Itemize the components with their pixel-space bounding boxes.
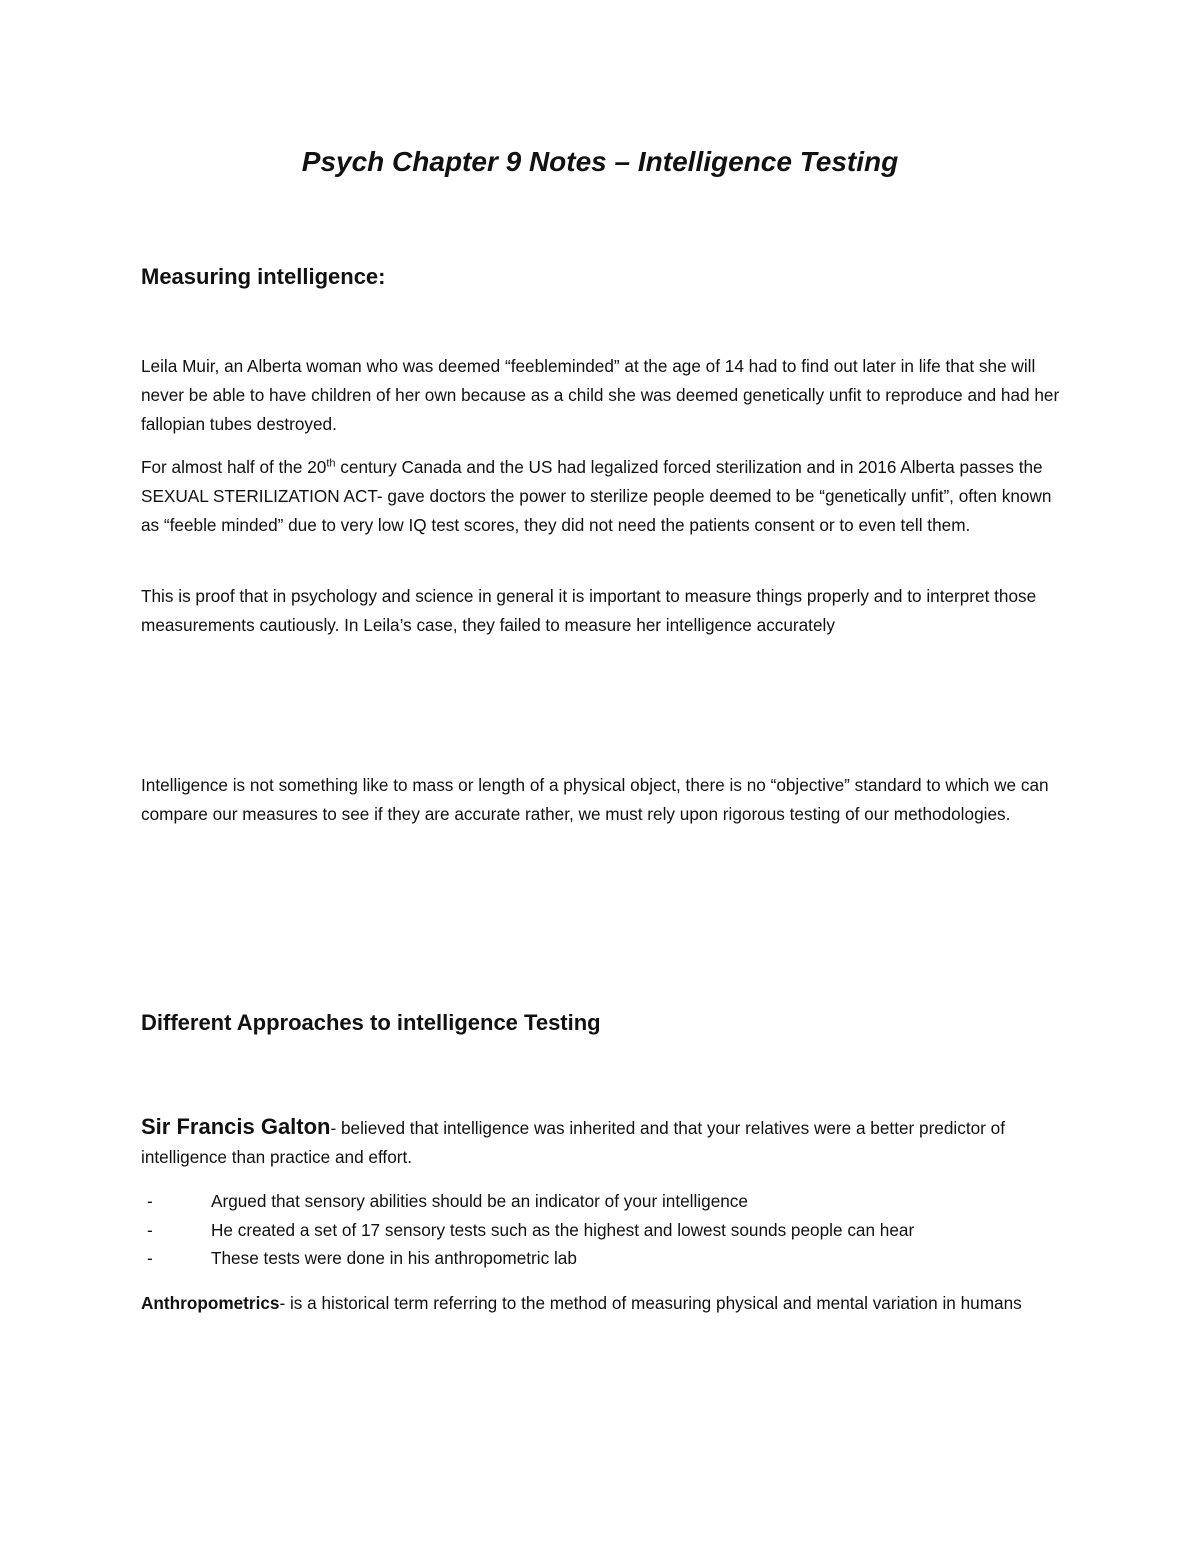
paragraph-objective-standard: Intelligence is not something like to mass or length of a physical object, there is no “objective” standard to which we can compare our measures to see if they are accurate rather, we must rely upon rigorous testing of our methodologies.: [141, 775, 1049, 824]
paragraph-anthropometrics: [141, 1289, 1061, 1318]
section-heading-measuring: Measuring intelligence:: [141, 264, 386, 289]
bullet-text: He created a set of 17 sensory tests such as the highest and lowest sounds people can hear: [211, 1219, 915, 1240]
paragraph-galton: [141, 1112, 1061, 1172]
anthropometrics-definition: - is a historical term referring to the method of measuring physical and mental variation in humans: [279, 1293, 1022, 1313]
paragraph-sterilization: [141, 453, 1061, 540]
paragraph-sterilization-part-b: century Canada and the US had legalized forced sterilization and in 2016 Alberta passes the SEXUAL STERILIZATION ACT- gave doctors the power to sterilize people deemed to be “genetically unfit”, often known as “feeble minded” due to very low IQ test scores, they did not need the patients consent or to even tell them.: [141, 457, 1052, 535]
paragraph-measure-properly: This is proof that in psychology and science in general it is important to measure things properly and to interpret those measurements cautiously. In Leila’s case, they failed to measure her intelligence accurately: [141, 586, 1037, 635]
bullet-dash: -: [147, 1191, 153, 1211]
galton-name: Sir Francis Galton: [141, 1114, 331, 1139]
list-item: [141, 1244, 1061, 1273]
galton-description: - believed that intelligence was inherited and that your relatives were a better predictor of intelligence than practice and effort.: [141, 1118, 1006, 1167]
anthropometrics-term: Anthropometrics: [141, 1293, 280, 1313]
bullet-dash: -: [147, 1219, 153, 1240]
document-title: Psych Chapter 9 Notes – Intelligence Testing: [301, 146, 899, 177]
list-item: [141, 1187, 1061, 1216]
list-item: [141, 1216, 1061, 1245]
paragraph-leila-muir: Leila Muir, an Alberta woman who was deemed “feebleminded” at the age of 14 had to find out later in life that she will never be able to have children of her own because as a child she was deemed genetically unfit to reproduce and had her fallopian tubes destroyed.: [141, 356, 1060, 434]
superscript-th: th: [326, 457, 336, 470]
bullet-dash: -: [147, 1248, 153, 1268]
galton-bullet-list: [141, 1187, 1061, 1273]
section-heading-approaches: Different Approaches to intelligence Testing: [141, 1010, 601, 1035]
paragraph-sterilization-part-a: For almost half of the 20: [141, 457, 327, 477]
bullet-text: Argued that sensory abilities should be an indicator of your intelligence: [211, 1191, 748, 1211]
bullet-text: These tests were done in his anthropometric lab: [211, 1248, 577, 1268]
